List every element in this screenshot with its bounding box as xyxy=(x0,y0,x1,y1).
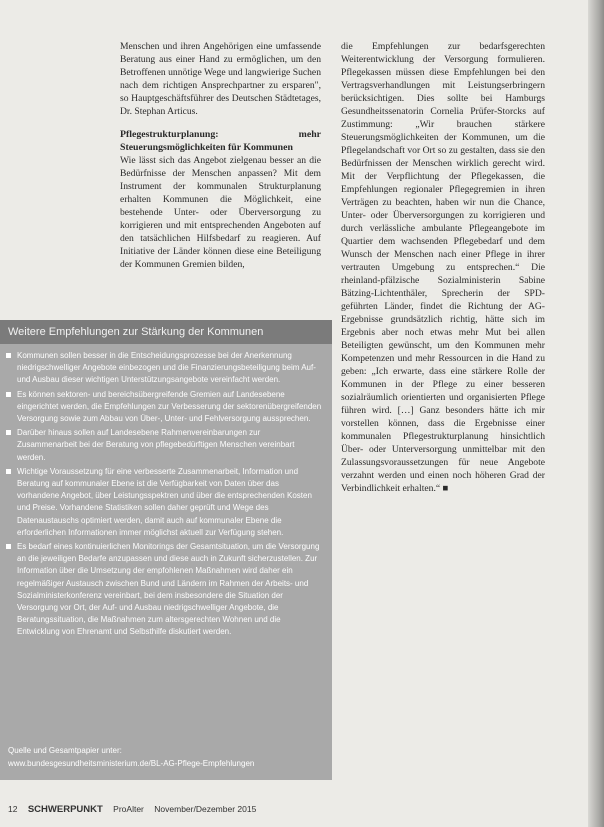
list-item: Es können sektoren- und bereichsübergreifende Gremien auf Landesebene eingerichtet werden, die Empfehlungen zur Verbesserung der sektorenübergreifenden Versorgung sowie zum Abbau von Über-, Unter- und Fehlversorgung aussprechen. xyxy=(6,389,322,426)
left-paragraph-2: Wie lässt sich das Angebot zielgenau besser an die Bedürfnisse der Menschen anpassen? Mit dem Instrument der kommunalen Strukturplanung erhalten Kommunen die Möglichkeit, eine bestehende Unter- oder Überversorgung zu korrigieren und mit entsprechenden Angeboten auf den tatsächlichen Hilfsbedarf zu reagieren. Auf Initiative der Länder können diese eine Beteiligung der Kommunen Gremien bilden, xyxy=(120,155,321,270)
right-paragraph-1: die Empfehlungen zur bedarfsgerechten Weiterentwicklung der Versorgung formulieren. Pflegekassen müssen diese Empfehlungen bei den Vertragsverhandlungen mit Leistungserbringern berücksichtigen. Dies sollte bei Hamburgs Gesundheitssenatorin Cornelia Prüfer-Storcks auf Zustimmung: „Wir brauchen stärkere Steuerungsmöglichkeiten der Kommunen, um die Pflegelandschaft vor Ort so zu gestalten, dass sie den Bedürfnissen der Menschen wirklich gerecht wird. Mit der Verpflichtung der Pflegekassen, die Empfehlungen regionaler Pflegegremien in ihren Verträgen zu beachten, haben wir nun die Chance, Unter- oder Überversorgungen zu korrigieren und durch verlässliche ambulante Pflegeangebote im Quartier dem wachsenden Pflegebedarf und dem Wunsch der Menschen nach einer Pflege in ihrer vertrauten Umgebung zu entsprechen.“ Die rheinland-pfälzische Sozialministerin Sabine Bätzing-Lichtenthäler, Sprecherin der SPD-geführten Länder, findet die Richtung der AG-Ergebnisse grundsätzlich richtig, hätte sich im Ergebnis aber noch etwas mehr Mut bei allen Beteiligten gewünscht, um den Kommunen mehr Kompetenzen und mehr Ressourcen in die Hand zu geben: „Ich erwarte, dass eine stärkere Rolle der Kommunen in der Pflege zu einer besseren sozialräumlich orientierten und organisierten Pflege führen wird. […] Ganz besonders hätte ich mir vorstellen können, dass die Ergebnisse einer kommunalen Pflegestrukturplanung hinsichtlich Über- oder Unterversorgung unmittelbar mit den Zulassungsvoraussetzungen für neue Angebote verzahnt werden und einen noch höheren Grad der Verbindlichkeit erhalten.“ ■ xyxy=(341,41,545,494)
section-name: SCHWERPUNKT xyxy=(27,804,103,815)
page-edge-shadow xyxy=(588,0,604,827)
left-column xyxy=(120,40,321,281)
list-item: Es bedarf eines kontinuierlichen Monitorings der Gesamtsituation, um die Versorgung an die jeweiligen Bedarfe anzupassen und diese auch in Zukunft sicherzustellen. Zur Information über die Umsetzung der empfohlenen Maßnahmen wird daher ein regelmäßiger Austausch zwischen Bund und Ländern im Rahmen der Arbeits- und Sozialministerkonferenz vereinbart, bei dem insbesondere die Situation der Versorgung vor Ort, der Auf- und Ausbau niedrigschwelliger Angebote, die Beratungssituation, die Maßnahmen zum altersgerechten Wohnen und die Entwicklung von Ehrenamt und Selbsthilfe diskutiert werden. xyxy=(6,541,322,639)
square-bullet-icon xyxy=(6,353,11,358)
recommendations-box xyxy=(0,320,332,780)
page-footer xyxy=(8,804,264,815)
source-link[interactable]: www.bundesgesundheitsministerium.de/BL-AG-Pflege-Empfehlungen xyxy=(8,759,255,768)
square-bullet-icon xyxy=(6,430,11,435)
right-column xyxy=(341,40,545,505)
page-number: 12 xyxy=(8,804,18,814)
box-source xyxy=(8,744,326,770)
source-label: Quelle und Gesamtpapier unter: xyxy=(8,746,122,755)
list-item: Wichtige Voraussetzung für eine verbesserte Zusammenarbeit, Information und Beratung auf kommunaler Ebene ist die Verfügbarkeit von Daten über das vorhandene Angebot, über Leistungsspektren und über die entsprechenden Kosten und Preise. Vorhandene Statistiken sollen daher geprüft und Wege des Datenaustauschs optimiert werden, damit auch auf kommunaler Ebene die erforderlichen Informationen immer möglichst aktuell zur Verfügung stehen. xyxy=(6,466,322,539)
recommendations-list xyxy=(6,350,322,641)
box-title: Weitere Empfehlungen zur Stärkung der Kommunen xyxy=(0,320,332,344)
left-paragraph-1: Menschen und ihren Angehörigen eine umfassende Beratung aus einer Hand zu ermöglichen, um den Betroffenen unnötige Wege und langwierige Suchen nach dem richtigen Ansprechpartner zu ersparen", so Hauptgeschäftsführer des Deutschen Städtetages, Dr. Stephan Articus. xyxy=(120,41,321,117)
magazine-name: ProAlter xyxy=(113,804,144,814)
square-bullet-icon xyxy=(6,392,11,397)
issue-date: November/Dezember 2015 xyxy=(154,804,257,814)
square-bullet-icon xyxy=(6,544,11,549)
square-bullet-icon xyxy=(6,469,11,474)
list-item: Darüber hinaus sollen auf Landesebene Rahmenvereinbarungen zur Zusammenarbeit bei der Beratung von pflegebedürftigen Menschen vereinbart werden. xyxy=(6,427,322,464)
section-heading: Pflegestrukturplanung: mehr Steuerungsmöglichkeiten für Kommunen xyxy=(120,129,321,153)
list-item: Kommunen sollen besser in die Entscheidungsprozesse bei der Anerkennung niedrigschwelliger Angebote einbezogen und die Finanzierungsbeteiligung beim Auf- und Ausbau dieser wichtigen Unterstützungsangebote vereinfacht werden. xyxy=(6,350,322,387)
